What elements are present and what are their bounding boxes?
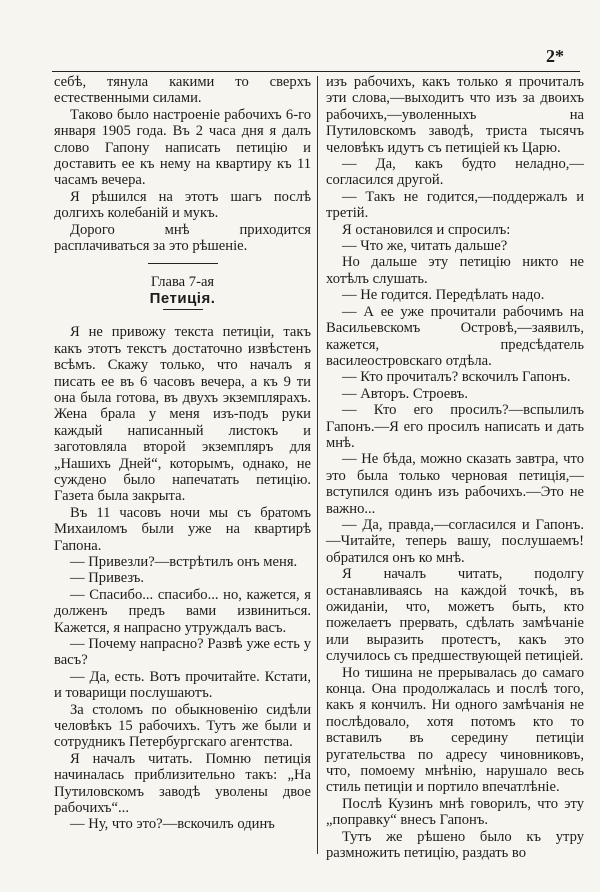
header-rule [52,71,580,72]
left-column [54,74,311,833]
paragraph: — Кто прочиталъ? вскочилъ Гапонъ. [342,369,571,386]
paragraph: — Такъ не годится,—поддержалъ и третій. [326,188,584,222]
paragraph: — Привезли?—встрѣтилъ онъ меня. [70,553,298,570]
paragraph: За столомъ по обыкновенію сидѣли человѣкъ 15 рабочихъ. Тутъ же были и сотрудникъ Петербургскаго агентства. [54,701,311,751]
paragraph: — А ее уже прочитали рабочимъ на Васильевскомъ Островѣ,—заявилъ, кажется, предсѣдатель василеостровскаго отдѣла. [326,303,584,369]
paragraph: — Почему напрасно? Развѣ уже есть у васъ? [54,636,311,669]
page-number: 2* [546,46,564,66]
paragraph: — Да, какъ будто неладно,—согласился другой. [326,156,584,189]
paragraph: Таково было настроеніе рабочихъ 6-го января 1905 года. Въ 2 часа дня я далъ слово Гапону написать петицію и доставить ее къ нему на квартиру къ 11 часамъ вечера. [54,106,311,189]
paragraph: Я рѣшился на этотъ шагъ послѣ долгихъ колебаній и мукъ. [54,188,311,222]
column-divider [317,76,318,854]
paragraph: Я остановился и спросилъ: [342,221,511,238]
paragraph: — Не годится. Передѣлать надо. [342,287,545,304]
paragraph: — Да, правда,—согласился и Гапонъ.—Читайте, теперь вашу, послушаемъ! обратился онъ ко мнѣ. [326,516,584,566]
title-underline [163,309,203,310]
paragraph: — Кто его просилъ?—вспылилъ Гапонъ.—Я его просилъ написать и дать мнѣ. [326,402,584,451]
paragraph: Я не привожу текста петиціи, такъ какъ этотъ текстъ достаточно извѣстенъ всѣмъ. Скажу только, что началъ я писать ее въ 6 часовъ вечера, а къ 9 ти она была готова, въ двухъ экземплярахъ. Жена брала у меня изъ-подъ руки каждый написанный листокъ и заготовляла второй экземпляръ для „Нашихъ Дней“, которымъ, однако, не суждено было напечатать петицію. Газета была закрыта. [54,324,311,505]
paragraph: изъ рабочихъ, какъ только я прочиталъ эти слова,—выходитъ что изъ за двоихъ рабочихъ,—уволенныхъ на Путиловскомъ заводѣ, триста тысячъ человѣкъ идутъ съ петиціей къ Царю. [326,74,584,156]
paragraph: Тутъ же рѣшено было къ утру размножить петицію, раздать во [326,828,584,862]
paragraph: — Не бѣда, можно сказать завтра, что это была только черновая петиція,—вступился одинъ изъ рабочихъ.—Это не важно... [326,451,584,517]
paragraph: — Привезъ. [70,570,145,587]
paragraph: — Ну, что это?—вскочилъ одинъ [70,816,275,833]
paragraph: — Авторъ. Строевъ. [342,385,468,402]
paragraph: Но тишина не прерывалась до самаго конца. Она продолжалась и послѣ того, какъ я кончилъ. Ни одного замѣчанія не послѣдовало, хотя потомъ кто то вставилъ въ середину петиціи ругательства по адресу чиновниковъ, что, помоему мнѣнію, нарушало весь стиль петиціи и портило впечатлѣніе. [326,664,584,796]
paragraph: себѣ, тянула какими то сверхъ естественными силами. [54,74,311,107]
chapter-heading: Глава 7-ая [150,274,215,291]
section-separator [148,263,218,264]
paragraph: — Да, есть. Вотъ прочитайте. Кстати, и товарищи послушаютъ. [54,668,311,702]
paragraph: Я началъ читать, подолгу останавливаясь на каждой точкѣ, въ ожиданіи, что, можетъ быть, кто пожелаетъ прервать, сдѣлать замѣчаніе или выразить протестъ, какъ это случилось съ предшествующей петиціей. [326,566,584,665]
paragraph: — Что же, читать дальше? [342,238,508,255]
section-title: Петиція. [149,289,216,307]
paragraph: Въ 11 часовъ ночи мы съ братомъ Михаиломъ были уже на квартирѣ Гапона. [54,504,311,554]
paragraph: Я началъ читать. Помню петиція начиналась приблизительно такъ: „На Путиловскомъ заводѣ уволены двое рабочихъ“... [54,750,311,817]
paragraph: Послѣ Кузинъ мнѣ говорилъ, что эту „поправку“ внесъ Гапонъ. [326,795,584,829]
paragraph: — Спасибо... спасибо... но, кажется, я долженъ предъ вами извиниться. Кажется, я напрасно утруждалъ васъ. [54,586,311,636]
paragraph: Но дальше эту петицію никто не хотѣлъ слушать. [326,254,584,287]
right-column [326,74,584,862]
paragraph: Дорого мнѣ приходится расплачиваться за это рѣшеніе. [54,221,311,255]
